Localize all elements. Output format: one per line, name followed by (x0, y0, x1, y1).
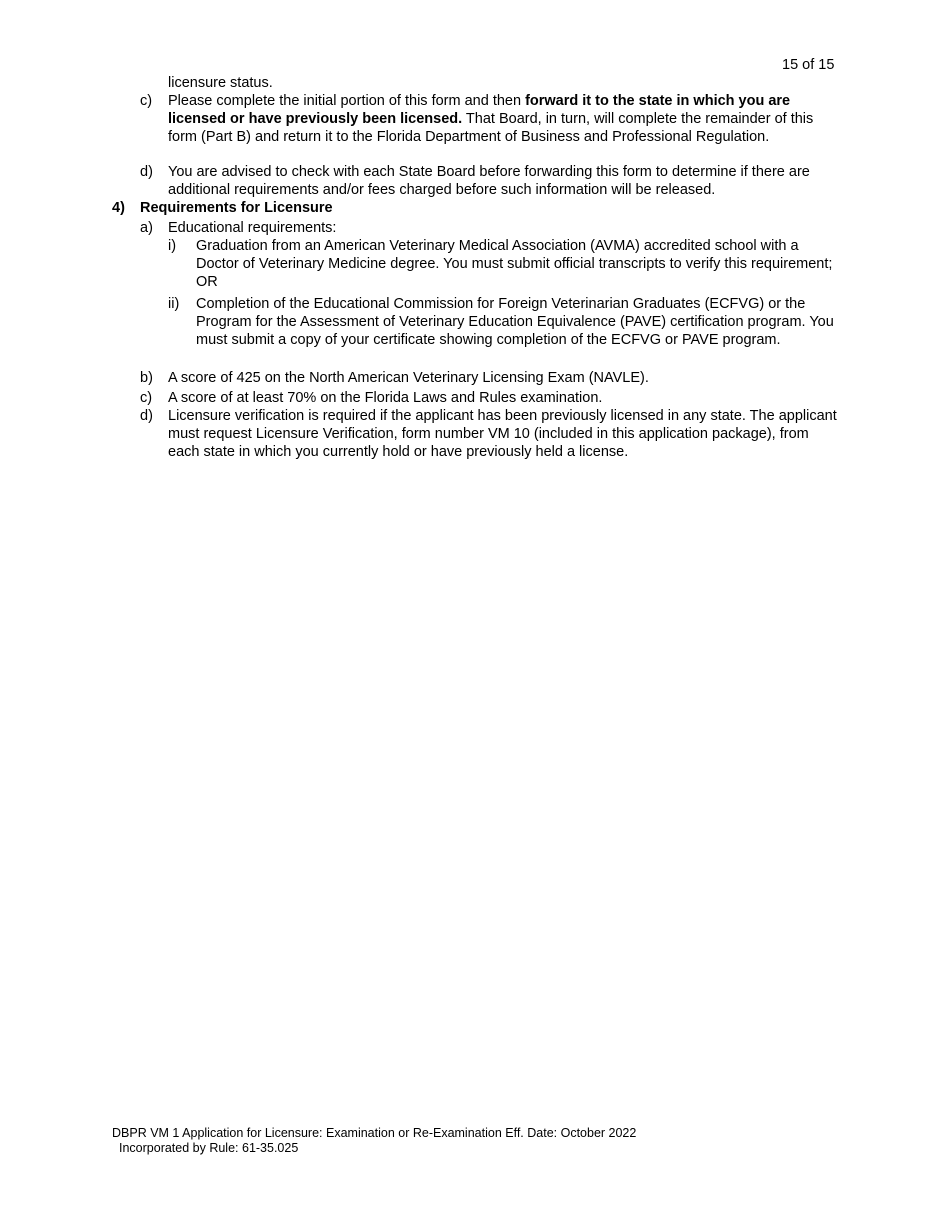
sublist-marker-i: i) (168, 238, 177, 254)
sublist-marker-ii: ii) (168, 296, 180, 312)
list-item-d: You are advised to check with each State Board before forwarding this form to determine if there are additional requirements and/or fees charged before such information will be released. (168, 164, 810, 198)
list-marker-c: c) (140, 93, 153, 109)
page-number: 15 of 15 (782, 57, 835, 73)
item-c-bold-text: forward it to the state in which you are licensed or have previously been licensed. (168, 93, 791, 127)
list-marker-d2: d) (140, 408, 153, 424)
footer-form-title: DBPR VM 1 Application for Licensure: Examination or Re-Examination Eff. Date: October 2022 (112, 1126, 637, 1140)
section-heading: Requirements for Licensure (140, 200, 333, 216)
section-number: 4) (112, 200, 125, 216)
list-item-b: A score of 425 on the North American Veterinary Licensing Exam (NAVLE). (168, 370, 649, 386)
item-c-text-rest: That Board, in turn, will complete the remainder of this form (Part B) and return it to the Florida Department of Business and Professional Regulation. (168, 111, 814, 145)
list-marker-c2: c) (140, 390, 153, 406)
continuation-text: licensure status. (168, 75, 273, 91)
list-item-c (168, 92, 840, 146)
sublist-item-ii: Completion of the Educational Commission for Foreign Veterinarian Graduates (ECFVG) or the Program for the Assessment of Veterinary Education Equivalence (PAVE) certification program. You must submit a copy of your certificate showing completion of the ECFVG or PAVE program. (196, 296, 834, 348)
list-marker-d: d) (140, 164, 153, 180)
list-item-d2: Licensure verification is required if the applicant has been previously licensed in any state. The applicant must request Licensure Verification, form number VM 10 (included in this application package), from each state in which you currently hold or have previously held a license. (168, 408, 837, 460)
list-item-a: Educational requirements: (168, 220, 337, 236)
item-c-text: Please complete the initial portion of this form and then (168, 93, 526, 109)
list-marker-a: a) (140, 220, 153, 236)
sublist-item-i: Graduation from an American Veterinary Medical Association (AVMA) accredited school with a Doctor of Veterinary Medicine degree. You must submit official transcripts to verify this requirement; OR (196, 238, 833, 290)
footer-rule: Incorporated by Rule: 61-35.025 (119, 1141, 299, 1155)
list-item-c2: A score of at least 70% on the Florida Laws and Rules examination. (168, 390, 603, 406)
list-marker-b: b) (140, 370, 153, 386)
